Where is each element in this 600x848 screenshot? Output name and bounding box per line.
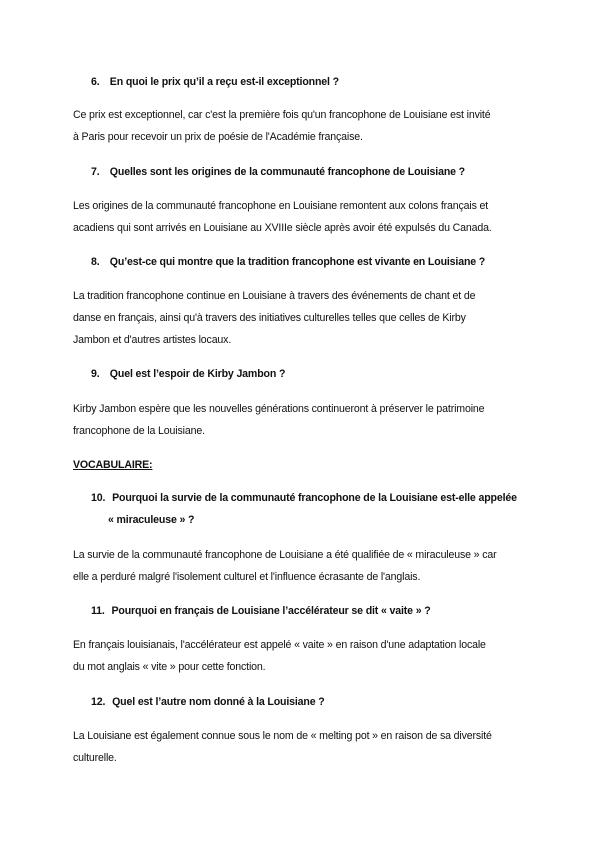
question-7	[91, 165, 465, 179]
answer-7-line-2: acadiens qui sont arrivés en Louisiane au XVIIIe siècle après avoir été expulsés du Canada.	[73, 222, 492, 234]
answer-6-line-2: à Paris pour recevoir un prix de poésie de l'Académie française.	[73, 131, 363, 143]
question-6	[91, 75, 339, 89]
answer-6-line-1: Ce prix est exceptionnel, car c'est la première fois qu'un francophone de Louisiane est invité	[73, 109, 491, 121]
answer-8-line-3: Jambon et d'autres artistes locaux.	[73, 334, 232, 346]
question-10	[91, 491, 517, 505]
question-text: Qu’est-ce qui montre que la tradition francophone est vivante en Louisiane ?	[109, 256, 486, 268]
answer-7-line-1: Les origines de la communauté francophone en Louisiane remontent aux colons français et	[73, 200, 489, 212]
answer-12-line-1: La Louisiane est également connue sous le nom de « melting pot » en raison de sa diversité	[73, 730, 492, 742]
question-number: 12.	[91, 696, 106, 708]
question-number: 6.	[91, 76, 100, 88]
answer-9-line-2: francophone de la Louisiane.	[73, 425, 205, 437]
question-number: 11.	[91, 605, 105, 617]
answer-11-line-1: En français louisianais, l'accélérateur est appelé « vaite » en raison d'une adaptation locale	[73, 639, 486, 651]
answer-11-line-2: du mot anglais « vite » pour cette fonction.	[73, 661, 266, 673]
question-text: Quel est l’espoir de Kirby Jambon ?	[109, 368, 286, 380]
question-9	[91, 367, 285, 381]
question-text: En quoi le prix qu’il a reçu est-il exceptionnel ?	[109, 76, 339, 88]
question-text: Pourquoi en français de Louisiane l’accélérateur se dit « vaite » ?	[111, 605, 431, 617]
answer-10-line-1: La survie de la communauté francophone de Louisiane a été qualifiée de « miraculeuse » car	[73, 549, 497, 561]
answer-8-line-1: La tradition francophone continue en Louisiane à travers des événements de chant et de	[73, 290, 476, 302]
question-text: Quel est l’autre nom donné à la Louisiane ?	[112, 696, 325, 708]
question-12	[91, 695, 325, 709]
question-10-continued: « miraculeuse » ?	[108, 514, 195, 526]
question-number: 7.	[91, 166, 100, 178]
answer-12-line-2: culturelle.	[73, 752, 117, 764]
question-8	[91, 255, 485, 269]
answer-9-line-1: Kirby Jambon espère que les nouvelles générations continueront à préserver le patrimoine	[73, 403, 485, 415]
question-number: 8.	[91, 256, 100, 268]
answer-10-line-2: elle a perduré malgré l'isolement culturel et l'influence écrasante de l'anglais.	[73, 571, 421, 583]
question-number: 10.	[91, 492, 106, 504]
question-text: Quelles sont les origines de la communauté francophone de Louisiane ?	[109, 166, 466, 178]
question-text: Pourquoi la survie de la communauté francophone de la Louisiane est-elle appelée	[112, 492, 517, 504]
vocabulary-heading: VOCABULAIRE:	[73, 459, 153, 471]
question-11	[91, 604, 431, 618]
answer-8-line-2: danse en français, ainsi qu'à travers des initiatives culturelles telles que celles de Kirby	[73, 312, 466, 324]
question-number: 9.	[91, 368, 100, 380]
